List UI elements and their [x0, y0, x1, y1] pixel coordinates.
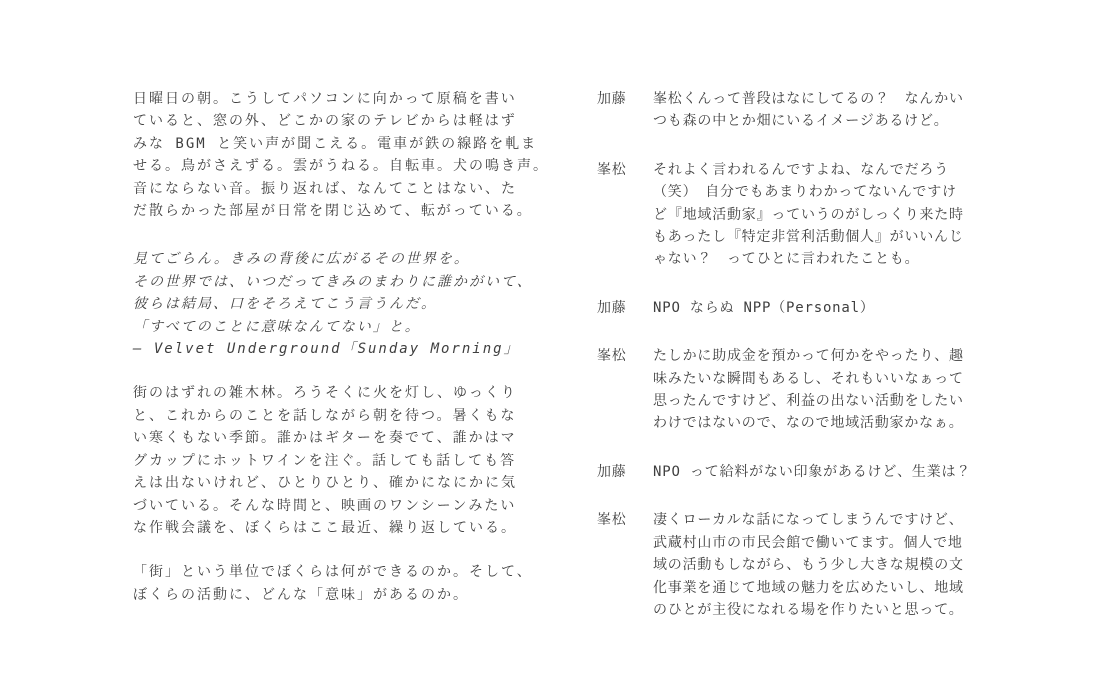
prose-line: えは出ないけれど、ひとりひとり、確かになにかに気: [133, 475, 517, 492]
prose-line: だ散らかった部屋が日常を閉じ込めて、転がっている。: [133, 203, 533, 220]
dialogue-line: ど『地域活動家』っていうのがしっくり来た時: [653, 206, 964, 223]
quote-line: 彼らは結局、口をそろえてこう言うんだ。: [133, 296, 437, 313]
interview-turn: [597, 297, 997, 319]
dialogue-line: NPO って給料がない印象があるけど、生業は？: [653, 463, 972, 480]
prose-line: ぼくらの活動に、どんな「意味」があるのか。: [133, 586, 469, 603]
dialogue-line: つも森の中とか畑にいるイメージあるけど。: [653, 113, 949, 130]
speaker-label: 峯松: [597, 348, 627, 365]
prose-paragraph-3: [133, 561, 538, 606]
prose-line: づいている。そんな時間と、映画のワンシーンみたい: [133, 497, 517, 514]
speaker-label: 峯松: [597, 161, 627, 178]
quote-line: 見てごらん。きみの背後に広がるその世界を。: [133, 251, 470, 268]
prose-line: グカップにホットワインを注ぐ。話しても話しても答: [133, 452, 517, 469]
prose-line: ていると、窓の外、どこかの家のテレビからは軽はず: [133, 113, 517, 130]
dialogue-line: 域の活動もしながら、もう少し大きな規模の文: [653, 557, 964, 574]
speaker-label: 加藤: [597, 463, 627, 480]
prose-line: な作戦会議を、ぼくらはここ最近、繰り返している。: [133, 519, 517, 536]
interview-turn: [597, 88, 997, 133]
quote-line: その世界では、いつだってきみのまわりに誰かがいて、: [133, 273, 533, 290]
dialogue-line: 味みたいな瞬間もあるし、それもいいなぁって: [653, 370, 964, 387]
dialogue-line: ゃない？ ってひとに言われたことも。: [653, 251, 920, 268]
prose-line: 「街」という単位でぼくらは何ができるのか。そして、: [133, 564, 533, 581]
interview-turn: [597, 159, 997, 271]
dialogue-line: 武蔵村山市の市民会館で働いてます。個人で地: [653, 534, 963, 551]
prose-line: せる。鳥がさえずる。雲がうねる。自転車。犬の鳴き声。: [133, 158, 549, 175]
dialogue-lines: [653, 345, 997, 435]
speaker-label: 峯松: [597, 512, 627, 529]
interview-column: [597, 88, 997, 647]
interview-turn: [597, 461, 997, 483]
speaker-label: 加藤: [597, 299, 627, 316]
interview-turn: [597, 345, 997, 435]
prose-line: と、これからのことを話しながら朝を待つ。暑くもな: [133, 407, 517, 424]
prose-line: 街のはずれの雑木林。ろうそくに火を灯し、ゆっくり: [133, 385, 517, 402]
dialogue-line: たしかに助成金を預かって何かをやったり、趣: [653, 348, 964, 365]
prose-paragraph-2: [133, 382, 538, 539]
prose-line: みな BGM と笑い声が聞こえる。電車が鉄の線路を軋ま: [133, 135, 538, 152]
interview-turn: [597, 509, 997, 621]
dialogue-line: 峯松くんって普段はなにしてるの？ なんかい: [653, 91, 964, 107]
dialogue-line: 化事業を通じて地域の魅力を広めたいし、地域: [653, 579, 964, 596]
left-column: [133, 88, 549, 628]
dialogue-line: NPO ならぬ NPP（Personal）: [653, 299, 875, 316]
quote-line: 「すべてのことに意味なんてない」と。: [133, 318, 421, 335]
dialogue-line: もあったし『特定非営利活動個人』がいいんじ: [653, 229, 964, 246]
dialogue-line: それよく言われるんですよね、なんでだろう: [653, 161, 949, 178]
dialogue-line: のひとが主役になれる場を作りたいと思って。: [653, 601, 964, 618]
prose-line: い寒くもない季節。誰かはギターを奏でて、誰かはマ: [133, 430, 517, 447]
dialogue-lines: [653, 88, 997, 133]
quote-attribution: — Velvet Underground「Sunday Morning」: [133, 341, 520, 358]
quote-block: [133, 248, 538, 360]
dialogue-line: わけではないので、なので地域活動家かなぁ。: [653, 415, 964, 432]
dialogue-lines: [653, 461, 997, 483]
dialogue-lines: [653, 509, 997, 621]
prose-line: 日曜日の朝。こうしてパソコンに向かって原稿を書い: [133, 91, 517, 107]
dialogue-line: 凄くローカルな話になってしまうんですけど、: [653, 512, 964, 529]
dialogue-line: 思ったんですけど、利益の出ない活動をしたい: [653, 393, 964, 410]
dialogue-line: （笑） 自分でもあまりわかってないんですけ: [653, 184, 957, 201]
prose-line: 音にならない音。振り返れば、なんてことはない、た: [133, 180, 517, 197]
dialogue-lines: [653, 297, 997, 319]
prose-paragraph-1: [133, 88, 549, 222]
speaker-label: 加藤: [597, 91, 627, 107]
dialogue-lines: [653, 159, 997, 271]
